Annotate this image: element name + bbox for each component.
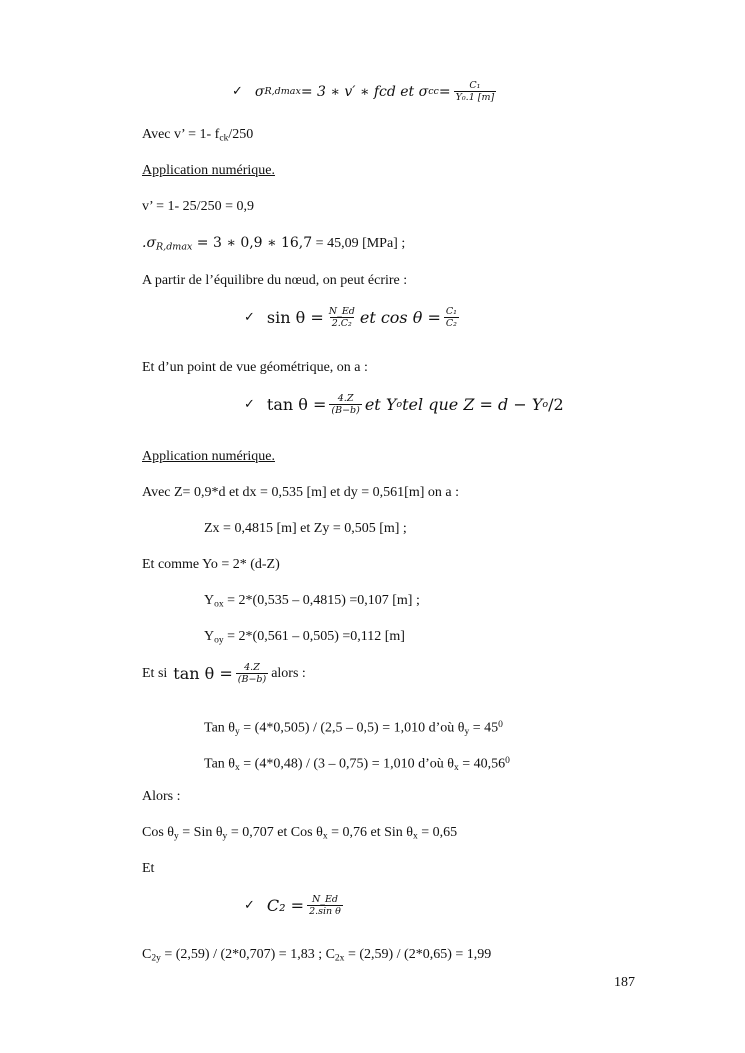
checkmark-icon: ✓	[232, 84, 243, 99]
page-number: 187	[614, 975, 635, 990]
heading-application-numerique-2: Application numérique.	[142, 449, 275, 464]
checkmark-icon: ✓	[244, 310, 255, 325]
text-line-geometrique: Et d’un point de vue géométrique, on a :	[142, 360, 368, 375]
heading-application-numerique: Application numérique.	[142, 163, 275, 178]
text-line-tan-x: Tan $\theta_x = (4*0,48) / (3 - 0,75) = 1,010$ d’où $\theta_x = 40,56^0$	[204, 756, 510, 773]
fraction: $\frac{4.Z}{(B-b)}$	[331, 393, 360, 416]
fraction: $\frac{\text{C₁}}{\text{Y₀.1 [m]}}$	[455, 80, 495, 103]
text-line-alors: Alors :	[142, 789, 181, 804]
text-line-yox: $Y_{ox} = 2*(0,535 - 0,4815) =0,107$ [m] ;	[204, 593, 420, 610]
text-line-v-value: v’ = 1- 25/250 = 0,9	[142, 199, 254, 214]
equation-sin-cos: ✓ sin θ = $\frac{N\_Ed}{\text{2.C₂}}$ et cos θ = $\frac{\text{C₁}}{\text{C₂}}$	[244, 306, 457, 329]
fraction: $\frac{N\_Ed}{\text{2.sin θ}}$	[309, 894, 341, 917]
equation-sigma-rdmax: ✓ σ R,dmax = 3 ∗ v′ ∗ fcd et σ cc = $\frac{\text{C₁}}{\text{Y₀.1 [m]}}$	[232, 80, 495, 103]
text-line-sigma-value: $.\sigma_{R,dmax} = 3$ ∗ 0,9 ∗ 16,7 = 45,09 [MPa] ;	[142, 235, 406, 253]
checkmark-icon: ✓	[244, 397, 255, 412]
fraction: $\frac{4.Z}{(B-b)}$	[237, 662, 267, 685]
text-line-yo: Et comme Yo = 2* (d-Z)	[142, 557, 280, 572]
checkmark-icon: ✓	[244, 898, 255, 913]
text-line-z: Avec Z= 0,9*d et dx = 0,535 [m] et dy = 0,561[m] on a :	[142, 485, 459, 500]
equation-c2: ✓ C₂ = $\frac{N\_Ed}{\text{2.sin θ}}$	[244, 894, 341, 917]
text-line-et: Et	[142, 861, 155, 876]
text-line-tan-y: Tan $\theta_y = (4*0,505) / (2,5 - 0,5) = 1,010$ d’où $\theta_y = 45^0$	[204, 720, 503, 737]
equation-tan: ✓ tan θ = $\frac{4.Z}{(B-b)}$ et Y o tel que Z = d − Y o /2	[244, 393, 564, 416]
text-line-et-si-tan: Et si tan θ = $\frac{4.Z}{(B-b)}$ alors :	[142, 662, 306, 685]
text-line-zx: Zx = 0,4815 [m] et Zy = 0,505 [m] ;	[204, 521, 407, 536]
text-line-avec-v: Avec v’ = 1- $f_{ck}/250$	[142, 127, 254, 144]
fraction: $\frac{N\_Ed}{\text{2.C₂}}$	[328, 306, 355, 329]
text-line-equilibre: A partir de l’équilibre du nœud, on peut écrire :	[142, 273, 408, 288]
text-line-c2-values: $C_{2y} = (2,59) / (2*0,707) = 1,83$ ; $C_{2x} = (2,59) / (2*0,65) = 1,99$	[142, 947, 492, 964]
text-line-yoy: $Y_{oy} = 2*(0,561 - 0,505) =0,112$ [m]	[204, 629, 405, 646]
fraction: $\frac{\text{C₁}}{\text{C₂}}$	[445, 306, 457, 329]
text-line-cos-sin: Cos $\theta_y$ = Sin $\theta_y = 0,707$ et Cos $\theta_x = 0,76$ et Sin $\theta_x = 0,65$	[142, 825, 458, 842]
